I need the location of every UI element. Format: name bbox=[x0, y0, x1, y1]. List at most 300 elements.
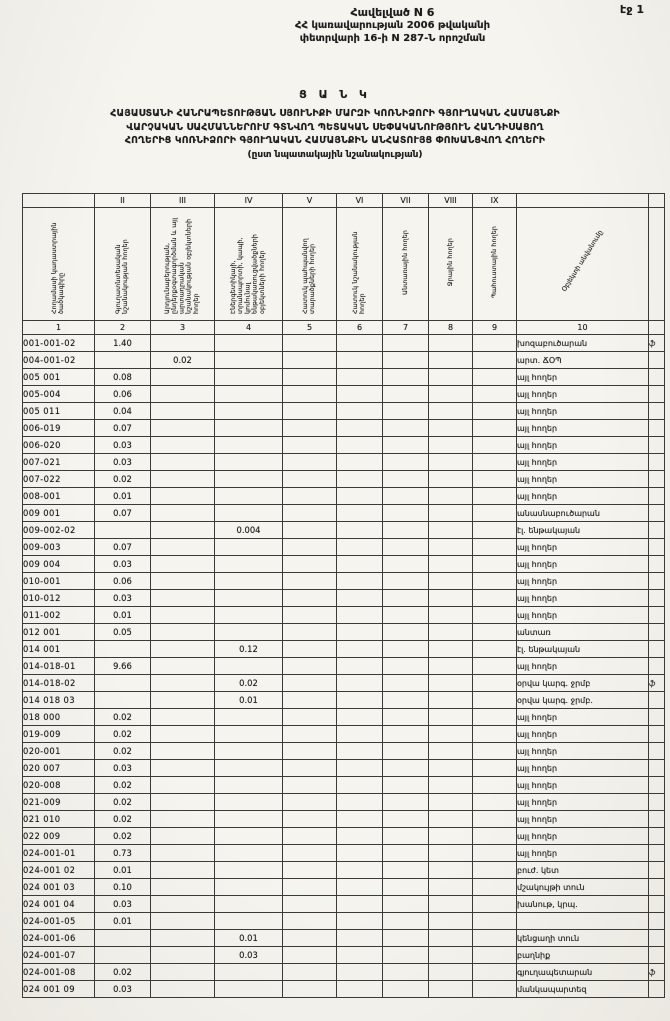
value-cell-col2: 0.02 bbox=[95, 777, 151, 794]
value-cell-col8 bbox=[429, 726, 473, 743]
object-name-cell: բուժ. կետ bbox=[517, 862, 649, 879]
value-cell-col9 bbox=[473, 743, 517, 760]
column-header-cell-special bbox=[337, 208, 383, 321]
value-cell-col3 bbox=[151, 454, 215, 471]
value-cell-col9 bbox=[473, 726, 517, 743]
value-cell-col4 bbox=[215, 488, 283, 505]
value-cell-col6 bbox=[337, 879, 383, 896]
cadastral-code-cell: 010-012 bbox=[23, 590, 95, 607]
value-cell-col5 bbox=[283, 590, 337, 607]
column-number-cell: 7 bbox=[383, 321, 429, 335]
value-cell-col3 bbox=[151, 964, 215, 981]
value-cell-col4 bbox=[215, 828, 283, 845]
margin-mark bbox=[649, 624, 665, 641]
object-name-cell: այլ հողեր bbox=[517, 437, 649, 454]
value-cell-col9 bbox=[473, 590, 517, 607]
value-cell-col4 bbox=[215, 556, 283, 573]
margin-mark bbox=[649, 760, 665, 777]
table-row bbox=[23, 947, 665, 964]
value-cell-col7 bbox=[383, 862, 429, 879]
table-row bbox=[23, 539, 665, 556]
value-cell-col6 bbox=[337, 454, 383, 471]
value-cell-col3 bbox=[151, 471, 215, 488]
value-cell-col6 bbox=[337, 590, 383, 607]
value-cell-col5 bbox=[283, 913, 337, 930]
value-cell-col6 bbox=[337, 386, 383, 403]
object-name-cell: էլ. ենթակայան bbox=[517, 522, 649, 539]
value-cell-col2: 0.02 bbox=[95, 726, 151, 743]
value-cell-col7 bbox=[383, 930, 429, 947]
value-cell-col7 bbox=[383, 964, 429, 981]
value-cell-col3 bbox=[151, 930, 215, 947]
value-cell-col8 bbox=[429, 981, 473, 998]
value-cell-col8 bbox=[429, 352, 473, 369]
value-cell-col3 bbox=[151, 386, 215, 403]
value-cell-col8 bbox=[429, 641, 473, 658]
cadastral-code-cell: 005-004 bbox=[23, 386, 95, 403]
table-row bbox=[23, 607, 665, 624]
value-cell-col8 bbox=[429, 522, 473, 539]
value-cell-col3 bbox=[151, 573, 215, 590]
value-cell-col8 bbox=[429, 828, 473, 845]
object-name-cell: այլ հողեր bbox=[517, 471, 649, 488]
value-cell-col9 bbox=[473, 777, 517, 794]
value-cell-col8 bbox=[429, 760, 473, 777]
value-cell-col2: 0.02 bbox=[95, 828, 151, 845]
value-cell-col6 bbox=[337, 641, 383, 658]
value-cell-col3 bbox=[151, 845, 215, 862]
value-cell-col2: 0.10 bbox=[95, 879, 151, 896]
value-cell-col3 bbox=[151, 335, 215, 352]
value-cell-col2 bbox=[95, 522, 151, 539]
value-cell-col7 bbox=[383, 539, 429, 556]
value-cell-col3 bbox=[151, 556, 215, 573]
value-cell-col3 bbox=[151, 590, 215, 607]
value-cell-col2: 0.06 bbox=[95, 573, 151, 590]
value-cell-col3 bbox=[151, 811, 215, 828]
object-name-cell: բաղնիք bbox=[517, 947, 649, 964]
value-cell-col4 bbox=[215, 403, 283, 420]
margin-mark: ֆ bbox=[649, 335, 665, 352]
object-name-cell: էլ. ենթակայան bbox=[517, 641, 649, 658]
cadastral-code-cell: 009-003 bbox=[23, 539, 95, 556]
value-cell-col9 bbox=[473, 454, 517, 471]
value-cell-col4: 0.03 bbox=[215, 947, 283, 964]
cadastral-code-cell: 024 001 04 bbox=[23, 896, 95, 913]
value-cell-col4 bbox=[215, 590, 283, 607]
value-cell-col9 bbox=[473, 760, 517, 777]
margin-mark bbox=[649, 403, 665, 420]
column-number-cell: 10 bbox=[517, 321, 649, 335]
value-cell-col8 bbox=[429, 369, 473, 386]
margin-mark bbox=[649, 454, 665, 471]
table-row bbox=[23, 471, 665, 488]
table-row bbox=[23, 437, 665, 454]
value-cell-col7 bbox=[383, 607, 429, 624]
column-header-cell-water bbox=[429, 208, 473, 321]
value-cell-col9 bbox=[473, 811, 517, 828]
value-cell-col8 bbox=[429, 777, 473, 794]
table-row bbox=[23, 964, 665, 981]
object-name-cell: անասնաբուծարան bbox=[517, 505, 649, 522]
value-cell-col9 bbox=[473, 624, 517, 641]
value-cell-col3 bbox=[151, 692, 215, 709]
value-cell-col9 bbox=[473, 573, 517, 590]
value-cell-col2: 0.04 bbox=[95, 403, 151, 420]
value-cell-col7 bbox=[383, 369, 429, 386]
column-header-cell-protected bbox=[283, 208, 337, 321]
annex-line-decree: փետրվարի 16-ի N 287-Ն որոշման bbox=[299, 32, 486, 44]
value-cell-col7 bbox=[383, 811, 429, 828]
value-cell-col4: 0.01 bbox=[215, 692, 283, 709]
column-number-cell: 6 bbox=[337, 321, 383, 335]
value-cell-col4 bbox=[215, 964, 283, 981]
column-header-cell-code bbox=[23, 208, 95, 321]
object-name-cell: այլ հողեր bbox=[517, 573, 649, 590]
value-cell-col3 bbox=[151, 879, 215, 896]
margin-mark bbox=[649, 641, 665, 658]
column-header-label: Ջրային հողեր bbox=[446, 237, 454, 287]
value-cell-col9 bbox=[473, 403, 517, 420]
column-header-cell-reserve bbox=[473, 208, 517, 321]
value-cell-col5 bbox=[283, 386, 337, 403]
value-cell-col5 bbox=[283, 981, 337, 998]
value-cell-col3 bbox=[151, 862, 215, 879]
margin-mark: ֆ bbox=[649, 964, 665, 981]
value-cell-col4 bbox=[215, 743, 283, 760]
value-cell-col4 bbox=[215, 981, 283, 998]
column-header-cell-forest bbox=[383, 208, 429, 321]
object-name-cell: այլ հողեր bbox=[517, 590, 649, 607]
value-cell-col8 bbox=[429, 590, 473, 607]
value-cell-col6 bbox=[337, 964, 383, 981]
cadastral-code-cell: 011-002 bbox=[23, 607, 95, 624]
margin-mark bbox=[649, 658, 665, 675]
object-name-cell: այլ հողեր bbox=[517, 420, 649, 437]
value-cell-col4 bbox=[215, 607, 283, 624]
value-cell-col2: 0.01 bbox=[95, 862, 151, 879]
object-name-cell: կենցաղի տուն bbox=[517, 930, 649, 947]
value-cell-col8 bbox=[429, 556, 473, 573]
table-row bbox=[23, 811, 665, 828]
cadastral-code-cell: 024-001-05 bbox=[23, 913, 95, 930]
margin-mark bbox=[649, 505, 665, 522]
value-cell-col2: 0.06 bbox=[95, 386, 151, 403]
value-cell-col7 bbox=[383, 760, 429, 777]
value-cell-col6 bbox=[337, 760, 383, 777]
value-cell-col2: 0.01 bbox=[95, 913, 151, 930]
value-cell-col7 bbox=[383, 505, 429, 522]
column-number-cell: 5 bbox=[283, 321, 337, 335]
value-cell-col2: 0.05 bbox=[95, 624, 151, 641]
value-cell-col5 bbox=[283, 471, 337, 488]
table-row bbox=[23, 352, 665, 369]
value-cell-col3 bbox=[151, 726, 215, 743]
cadastral-code-cell: 005 001 bbox=[23, 369, 95, 386]
value-cell-col4 bbox=[215, 913, 283, 930]
value-cell-col2: 0.03 bbox=[95, 437, 151, 454]
value-cell-col7 bbox=[383, 420, 429, 437]
value-cell-col3 bbox=[151, 777, 215, 794]
annex-reference-block bbox=[215, 6, 570, 45]
margin-mark bbox=[649, 522, 665, 539]
value-cell-col5 bbox=[283, 403, 337, 420]
margin-mark bbox=[649, 437, 665, 454]
value-cell-col3: 0.02 bbox=[151, 352, 215, 369]
value-cell-col4 bbox=[215, 335, 283, 352]
object-name-cell: այլ հողեր bbox=[517, 845, 649, 862]
value-cell-col9 bbox=[473, 675, 517, 692]
value-cell-col2 bbox=[95, 675, 151, 692]
table-row bbox=[23, 505, 665, 522]
value-cell-col8 bbox=[429, 437, 473, 454]
object-name-cell: այլ հողեր bbox=[517, 607, 649, 624]
margin-mark bbox=[649, 420, 665, 437]
value-cell-col9 bbox=[473, 539, 517, 556]
margin-mark bbox=[649, 930, 665, 947]
value-cell-col2: 0.07 bbox=[95, 505, 151, 522]
value-cell-col7 bbox=[383, 454, 429, 471]
roman-numeral-cell: IV bbox=[215, 194, 283, 208]
object-name-cell: անտառ bbox=[517, 624, 649, 641]
value-cell-col8 bbox=[429, 709, 473, 726]
cadastral-code-cell: 012 001 bbox=[23, 624, 95, 641]
lands-table bbox=[22, 193, 665, 998]
value-cell-col6 bbox=[337, 692, 383, 709]
value-cell-col9 bbox=[473, 556, 517, 573]
table-row bbox=[23, 794, 665, 811]
value-cell-col4: 0.01 bbox=[215, 930, 283, 947]
cadastral-code-cell: 024-001-08 bbox=[23, 964, 95, 981]
value-cell-col8 bbox=[429, 794, 473, 811]
margin-column-spacer bbox=[649, 321, 665, 335]
column-header-label: Հատուկ պահպանվող տարածքների հողեր bbox=[302, 238, 317, 314]
title-line-1: ՀԱՅԱՍՏԱՆԻ ՀԱՆՐԱՊԵՏՈՒԹՅԱՆ ՍՅՈՒՆԻՔԻ ՄԱՐԶԻ ԿՈՌՆԻՁՈՐԻ ԳՅՈՒՂԱԿԱՆ ՀԱՄԱՅՆՔԻ bbox=[110, 108, 560, 119]
value-cell-col5 bbox=[283, 437, 337, 454]
cadastral-code-cell: 024 001 09 bbox=[23, 981, 95, 998]
value-cell-col5 bbox=[283, 658, 337, 675]
cadastral-code-cell: 008-001 bbox=[23, 488, 95, 505]
cadastral-code-cell: 014-018-02 bbox=[23, 675, 95, 692]
value-cell-col4 bbox=[215, 420, 283, 437]
object-name-cell: այլ հողեր bbox=[517, 658, 649, 675]
value-cell-col3 bbox=[151, 539, 215, 556]
value-cell-col9 bbox=[473, 386, 517, 403]
object-name-cell: այլ հողեր bbox=[517, 539, 649, 556]
object-name-cell: օրվա կարգ. ջրմբ. bbox=[517, 692, 649, 709]
value-cell-col2: 1.40 bbox=[95, 335, 151, 352]
value-cell-col5 bbox=[283, 675, 337, 692]
value-cell-col2: 0.03 bbox=[95, 981, 151, 998]
value-cell-col4 bbox=[215, 709, 283, 726]
value-cell-col6 bbox=[337, 505, 383, 522]
value-cell-col4 bbox=[215, 879, 283, 896]
value-cell-col3 bbox=[151, 420, 215, 437]
column-header-label: Պահուստային հողեր bbox=[490, 226, 498, 298]
value-cell-col6 bbox=[337, 828, 383, 845]
value-cell-col5 bbox=[283, 811, 337, 828]
column-header-row bbox=[23, 208, 665, 321]
value-cell-col6 bbox=[337, 573, 383, 590]
value-cell-col4 bbox=[215, 624, 283, 641]
value-cell-col6 bbox=[337, 624, 383, 641]
table-row bbox=[23, 658, 665, 675]
value-cell-col4 bbox=[215, 862, 283, 879]
value-cell-col8 bbox=[429, 675, 473, 692]
value-cell-col9 bbox=[473, 420, 517, 437]
object-name-cell: արտ. ՃՕՊ bbox=[517, 352, 649, 369]
value-cell-col2: 0.73 bbox=[95, 845, 151, 862]
object-name-cell: այլ հողեր bbox=[517, 743, 649, 760]
value-cell-col8 bbox=[429, 573, 473, 590]
column-header-cell-industrial bbox=[151, 208, 215, 321]
value-cell-col9 bbox=[473, 709, 517, 726]
value-cell-col8 bbox=[429, 947, 473, 964]
value-cell-col9 bbox=[473, 505, 517, 522]
table-row bbox=[23, 828, 665, 845]
margin-mark bbox=[649, 879, 665, 896]
object-name-cell: խանութ, կրպ. bbox=[517, 896, 649, 913]
margin-mark bbox=[649, 743, 665, 760]
value-cell-col4: 0.12 bbox=[215, 641, 283, 658]
table-row bbox=[23, 335, 665, 352]
cadastral-code-cell: 006-020 bbox=[23, 437, 95, 454]
margin-mark bbox=[649, 488, 665, 505]
cadastral-code-cell: 021-009 bbox=[23, 794, 95, 811]
cadastral-code-cell: 024-001-01 bbox=[23, 845, 95, 862]
value-cell-col8 bbox=[429, 403, 473, 420]
value-cell-col4 bbox=[215, 794, 283, 811]
cadastral-code-cell: 020-008 bbox=[23, 777, 95, 794]
cadastral-code-cell: 001-001-02 bbox=[23, 335, 95, 352]
title-heading: Ց Ա Ն Կ bbox=[299, 88, 371, 101]
value-cell-col5 bbox=[283, 964, 337, 981]
value-cell-col7 bbox=[383, 624, 429, 641]
value-cell-col4 bbox=[215, 760, 283, 777]
value-cell-col3 bbox=[151, 658, 215, 675]
object-name-cell: այլ հողեր bbox=[517, 828, 649, 845]
annex-line-government: ՀՀ կառավարության 2006 թվականի bbox=[294, 20, 491, 31]
object-name-cell: մշակույթի տուն bbox=[517, 879, 649, 896]
column-number-cell: 3 bbox=[151, 321, 215, 335]
margin-mark: ֆ bbox=[649, 675, 665, 692]
value-cell-col5 bbox=[283, 573, 337, 590]
table-row bbox=[23, 573, 665, 590]
value-cell-col5 bbox=[283, 743, 337, 760]
value-cell-col5 bbox=[283, 641, 337, 658]
value-cell-col8 bbox=[429, 505, 473, 522]
value-cell-col8 bbox=[429, 488, 473, 505]
column-number-cell: 9 bbox=[473, 321, 517, 335]
title-line-3: ՀՈՂԵՐԻՑ ԿՈՌՆԻՁՈՐԻ ԳՅՈՒՂԱԿԱՆ ՀԱՄԱՅՆՔԻՆ ԱՆՀԱՏՈՒՅՑ ՓՈԽԱՆՑՎՈՂ ՀՈՂԵՐԻ bbox=[124, 135, 546, 146]
value-cell-col4 bbox=[215, 437, 283, 454]
value-cell-col6 bbox=[337, 794, 383, 811]
value-cell-col4 bbox=[215, 352, 283, 369]
roman-numeral-cell: VII bbox=[383, 194, 429, 208]
value-cell-col7 bbox=[383, 879, 429, 896]
cadastral-code-cell: 019-009 bbox=[23, 726, 95, 743]
table-row bbox=[23, 369, 665, 386]
value-cell-col7 bbox=[383, 675, 429, 692]
value-cell-col6 bbox=[337, 777, 383, 794]
value-cell-col2: 0.08 bbox=[95, 369, 151, 386]
column-header-cell-agricultural bbox=[95, 208, 151, 321]
annex-title: Հավելված N 6 bbox=[350, 6, 435, 19]
table-row bbox=[23, 913, 665, 930]
value-cell-col6 bbox=[337, 522, 383, 539]
value-cell-col9 bbox=[473, 607, 517, 624]
object-name-cell: այլ հողեր bbox=[517, 488, 649, 505]
value-cell-col9 bbox=[473, 369, 517, 386]
cadastral-code-cell: 024-001-07 bbox=[23, 947, 95, 964]
value-cell-col6 bbox=[337, 539, 383, 556]
value-cell-col6 bbox=[337, 352, 383, 369]
column-number-cell: 1 bbox=[23, 321, 95, 335]
value-cell-col9 bbox=[473, 879, 517, 896]
value-cell-col3 bbox=[151, 981, 215, 998]
value-cell-col6 bbox=[337, 658, 383, 675]
value-cell-col6 bbox=[337, 743, 383, 760]
value-cell-col6 bbox=[337, 675, 383, 692]
table-row bbox=[23, 641, 665, 658]
cadastral-code-cell: 010-001 bbox=[23, 573, 95, 590]
value-cell-col4 bbox=[215, 777, 283, 794]
value-cell-col9 bbox=[473, 794, 517, 811]
roman-numeral-cell: II bbox=[95, 194, 151, 208]
value-cell-col5 bbox=[283, 369, 337, 386]
value-cell-col2: 0.07 bbox=[95, 420, 151, 437]
margin-column-spacer bbox=[649, 208, 665, 321]
object-name-cell: մանկապարտեզ bbox=[517, 981, 649, 998]
value-cell-col6 bbox=[337, 488, 383, 505]
table-header bbox=[23, 194, 665, 335]
object-name-cell: այլ հողեր bbox=[517, 709, 649, 726]
table-row bbox=[23, 675, 665, 692]
value-cell-col8 bbox=[429, 845, 473, 862]
value-cell-col7 bbox=[383, 641, 429, 658]
object-name-cell: այլ հողեր bbox=[517, 777, 649, 794]
column-header-label: Արդյունաբերության, ընդերքօգտագործման և այլ արտադրական նշանակության օբյեկտների հողեր bbox=[164, 217, 201, 314]
value-cell-col8 bbox=[429, 964, 473, 981]
value-cell-col6 bbox=[337, 930, 383, 947]
value-cell-col7 bbox=[383, 522, 429, 539]
table-row bbox=[23, 386, 665, 403]
value-cell-col9 bbox=[473, 352, 517, 369]
table-row bbox=[23, 845, 665, 862]
table-row bbox=[23, 454, 665, 471]
value-cell-col6 bbox=[337, 947, 383, 964]
table-row bbox=[23, 522, 665, 539]
value-cell-col8 bbox=[429, 692, 473, 709]
object-name-cell: այլ հողեր bbox=[517, 726, 649, 743]
value-cell-col6 bbox=[337, 896, 383, 913]
margin-mark bbox=[649, 709, 665, 726]
column-number-row bbox=[23, 321, 665, 335]
value-cell-col7 bbox=[383, 896, 429, 913]
value-cell-col9 bbox=[473, 913, 517, 930]
roman-numeral-cell bbox=[517, 194, 649, 208]
value-cell-col3 bbox=[151, 505, 215, 522]
value-cell-col6 bbox=[337, 607, 383, 624]
value-cell-col9 bbox=[473, 930, 517, 947]
table-row bbox=[23, 709, 665, 726]
value-cell-col8 bbox=[429, 539, 473, 556]
margin-mark bbox=[649, 369, 665, 386]
value-cell-col2: 0.03 bbox=[95, 556, 151, 573]
value-cell-col5 bbox=[283, 709, 337, 726]
value-cell-col5 bbox=[283, 845, 337, 862]
table-body bbox=[23, 335, 665, 998]
